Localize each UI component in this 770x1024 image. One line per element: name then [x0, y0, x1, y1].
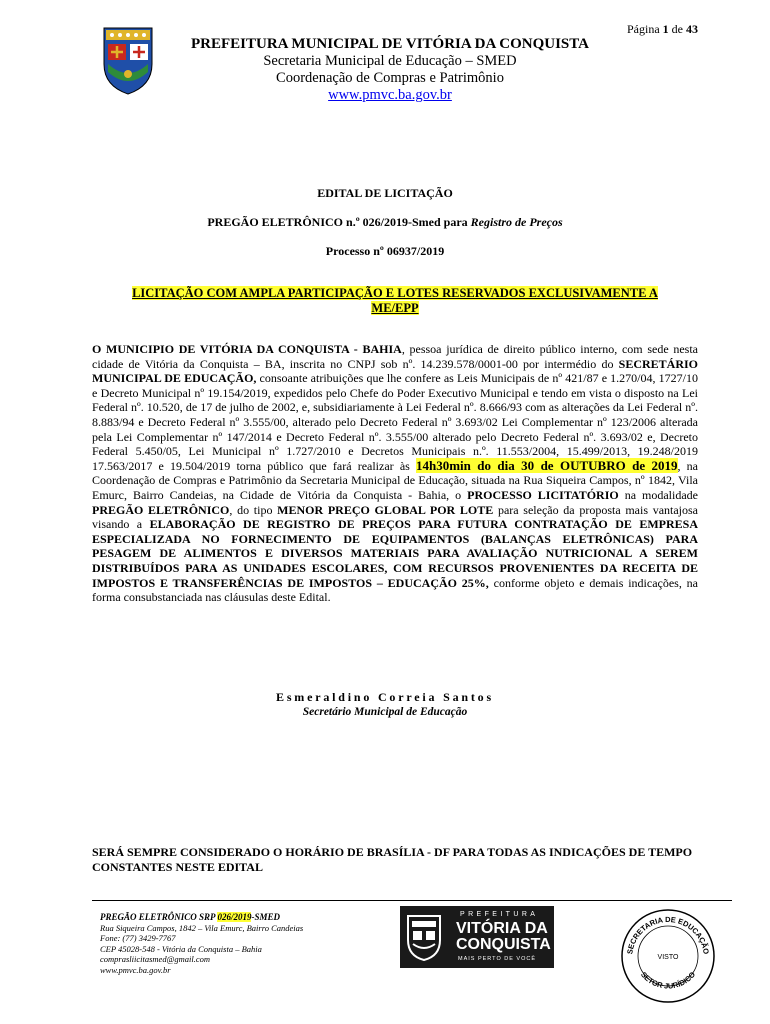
- header-website: [60, 87, 720, 104]
- page-label: Página: [627, 22, 660, 36]
- logo-crest-icon: [404, 912, 444, 962]
- footer-address: [100, 912, 303, 975]
- body-text-2: consoante atribuições que lhe confere as Leis Municipais de nº 421/87 e 1.270/04, 1727/10 e Decreto Municipal nº 19.154/2019, expedidos pelo Chefe do Poder Executivo Municipal e tendo em vista o disposto na Lei Federal nº. 10.520, de 17 de julho de 2002, e, subsidiariamente à Lei Federal nº. 8.666/93 com as alterações da Lei Federal nº. 8.883/94 e Decreto Federal nº 3.555/00, alterado pelo Decreto Federal nº 3.693/02 Lei Complementar nº 123/2006 alterada pela Lei Complementar nº 147/2014 e Decreto Federal nº. 3.555/00 alterado pelo Decreto Federal nº. 3.693/02 e, Decreto Federal 5.450/05, Lei Municipal nº 1.727/2010 e Decretos Municipais n.º. 11.553/2004, 15.499/2013, 19.248/2019 17.563/2017 e 19.504/2019 torna público que fará realizar às: [92, 371, 698, 473]
- header-coordenacao: Coordenação de Compras e Patrimônio: [276, 70, 504, 86]
- svg-text:SETOR JURÍDICO: [639, 970, 697, 991]
- footer-email: comprasliicitasmed@gmail.com: [100, 954, 211, 964]
- signature-role: Secretário Municipal de Educação: [302, 706, 468, 718]
- body-municipio: O MUNICIPIO DE VITÓRIA DA CONQUISTA - BAHIA: [92, 342, 402, 356]
- body-pregao: PREGÃO ELETRÔNICO: [92, 502, 230, 517]
- header-title: PREFEITURA MUNICIPAL DE VITÓRIA DA CONQUISTA: [191, 36, 589, 52]
- footer-divider: [92, 900, 732, 901]
- stamp-arc-top: SECRETARIA DE EDUCAÇÃO: [625, 914, 711, 955]
- licitacao-line-1: LICITAÇÃO COM AMPLA PARTICIPAÇÃO E LOTES RESERVADOS EXCLUSIVAMENTE A: [132, 286, 658, 300]
- page-total: 43: [686, 22, 698, 36]
- footer-cep: CEP 45028-548 - Vitória da Conquista – Bahia: [100, 943, 262, 954]
- pregao-line: [0, 215, 770, 230]
- logo-prefeitura: PREFEITURA: [460, 911, 539, 918]
- prefeitura-logo: [400, 906, 554, 968]
- logo-name-line-1: VITÓRIA DA: [456, 920, 548, 937]
- stamp-center: VISTO: [657, 954, 679, 961]
- body-text-4: na modalidade: [618, 487, 698, 502]
- footer-pregao-number: 026/2019: [217, 912, 252, 922]
- pregao-number: PREGÃO ELETRÔNICO n.º 026/2019-Smed para: [207, 215, 471, 229]
- stamp-arc-bottom: SETOR JURÍDICO: [638, 970, 698, 991]
- body-menor-preco: MENOR PREÇO GLOBAL POR LOTE: [277, 502, 494, 517]
- edital-body-paragraph: [92, 342, 698, 605]
- brasilia-time-note: SERÁ SEMPRE CONSIDERADO O HORÁRIO DE BRASÍLIA - DF PARA TODAS AS INDICAÇÕES DE TEMPO CONSTANTES NESTE EDITAL: [92, 845, 693, 874]
- body-secretario: SECRETÁRIO MUNICIPAL DE EDUCAÇÃO,: [92, 356, 698, 386]
- edital-heading: EDITAL DE LICITAÇÃO: [317, 186, 453, 200]
- footer-pregao-label: PREGÃO ELETRÔNICO SRP: [100, 912, 218, 922]
- logo-tagline: MAIS PERTO DE VOCÊ: [458, 956, 537, 962]
- footer-website: www.pmvc.ba.gov.br: [100, 964, 171, 975]
- footer-street: Rua Siqueira Campos, 1842 – Vila Emurc, Bairro Candeias: [100, 922, 304, 933]
- body-text-6: para seleção da proposta mais vantajosa visando a: [92, 502, 699, 532]
- footer-pregao: [100, 912, 303, 923]
- footer-pregao-suffix: -SMED: [251, 912, 280, 922]
- pregao-registro: Registro de Preços: [470, 215, 563, 229]
- website-link[interactable]: www.pmvc.ba.gov.br: [328, 87, 452, 103]
- page-current: 1: [662, 22, 669, 36]
- body-text-7: conforme objeto e demais indicações, na forma consubstanciada nas cláusulas deste Edital.: [92, 575, 698, 605]
- licitacao-banner: [110, 286, 680, 316]
- footer-phone: Fone: (77) 3429-7767: [100, 933, 176, 943]
- signature-name: Esmeraldino Correia Santos: [276, 690, 494, 704]
- body-objeto: ELABORAÇÃO DE REGISTRO DE PREÇOS PARA FUTURA CONTRATAÇÃO DE EMPRESA ESPECIALIZADA NO FORNECIMENTO DE EQUIPAMENTOS (BALANÇAS ELETRÔNICAS) PARA PESAGEM DE ALIMENTOS E DIVERSOS MATERIAIS PARA AVALIAÇÃO NUTRICIONAL A SEREM DISTRIBUÍDOS PARA AS UNIDADES ESCOLARES, COM RECURSOS PROVENIENTES DA RECEITA DE IMPOSTOS E TRANSFERÊNCIAS DE IMPOSTOS – EDUCAÇÃO 25%,: [92, 517, 698, 590]
- body-text-5: , do tipo: [229, 502, 278, 517]
- licitacao-line-2: ME/EPP: [371, 301, 419, 315]
- page-number: [627, 22, 698, 37]
- body-processo: PROCESSO LICITATÓRIO: [467, 487, 619, 502]
- logo-name-line-2: CONQUISTA: [456, 936, 551, 953]
- education-stamp-icon: [618, 906, 718, 1006]
- body-date-highlight: 14h30min do dia 30 de OUTUBRO de 2019: [415, 457, 678, 473]
- processo-line: Processo nº 06937/2019: [325, 244, 445, 258]
- body-text-3: , na Coordenação de Compras e Patrimônio da Secretaria Municipal de Educação, situada na Rua Siqueira Campos, nº 1842, Vila Emurc, Bairro Candeias, na Cidade de Vitória da Conquista - Bahia, o: [92, 458, 699, 502]
- header-secretaria: Secretaria Municipal de Educação – SMED: [263, 53, 517, 69]
- page-of: de: [671, 22, 683, 36]
- body-text-1: , pessoa jurídica de direito público interno, com sede nesta cidade de Vitória da Conquista – BA, inscrita no CNPJ sob nº. 14.239.578/0001-00 por intermédio do: [92, 342, 698, 371]
